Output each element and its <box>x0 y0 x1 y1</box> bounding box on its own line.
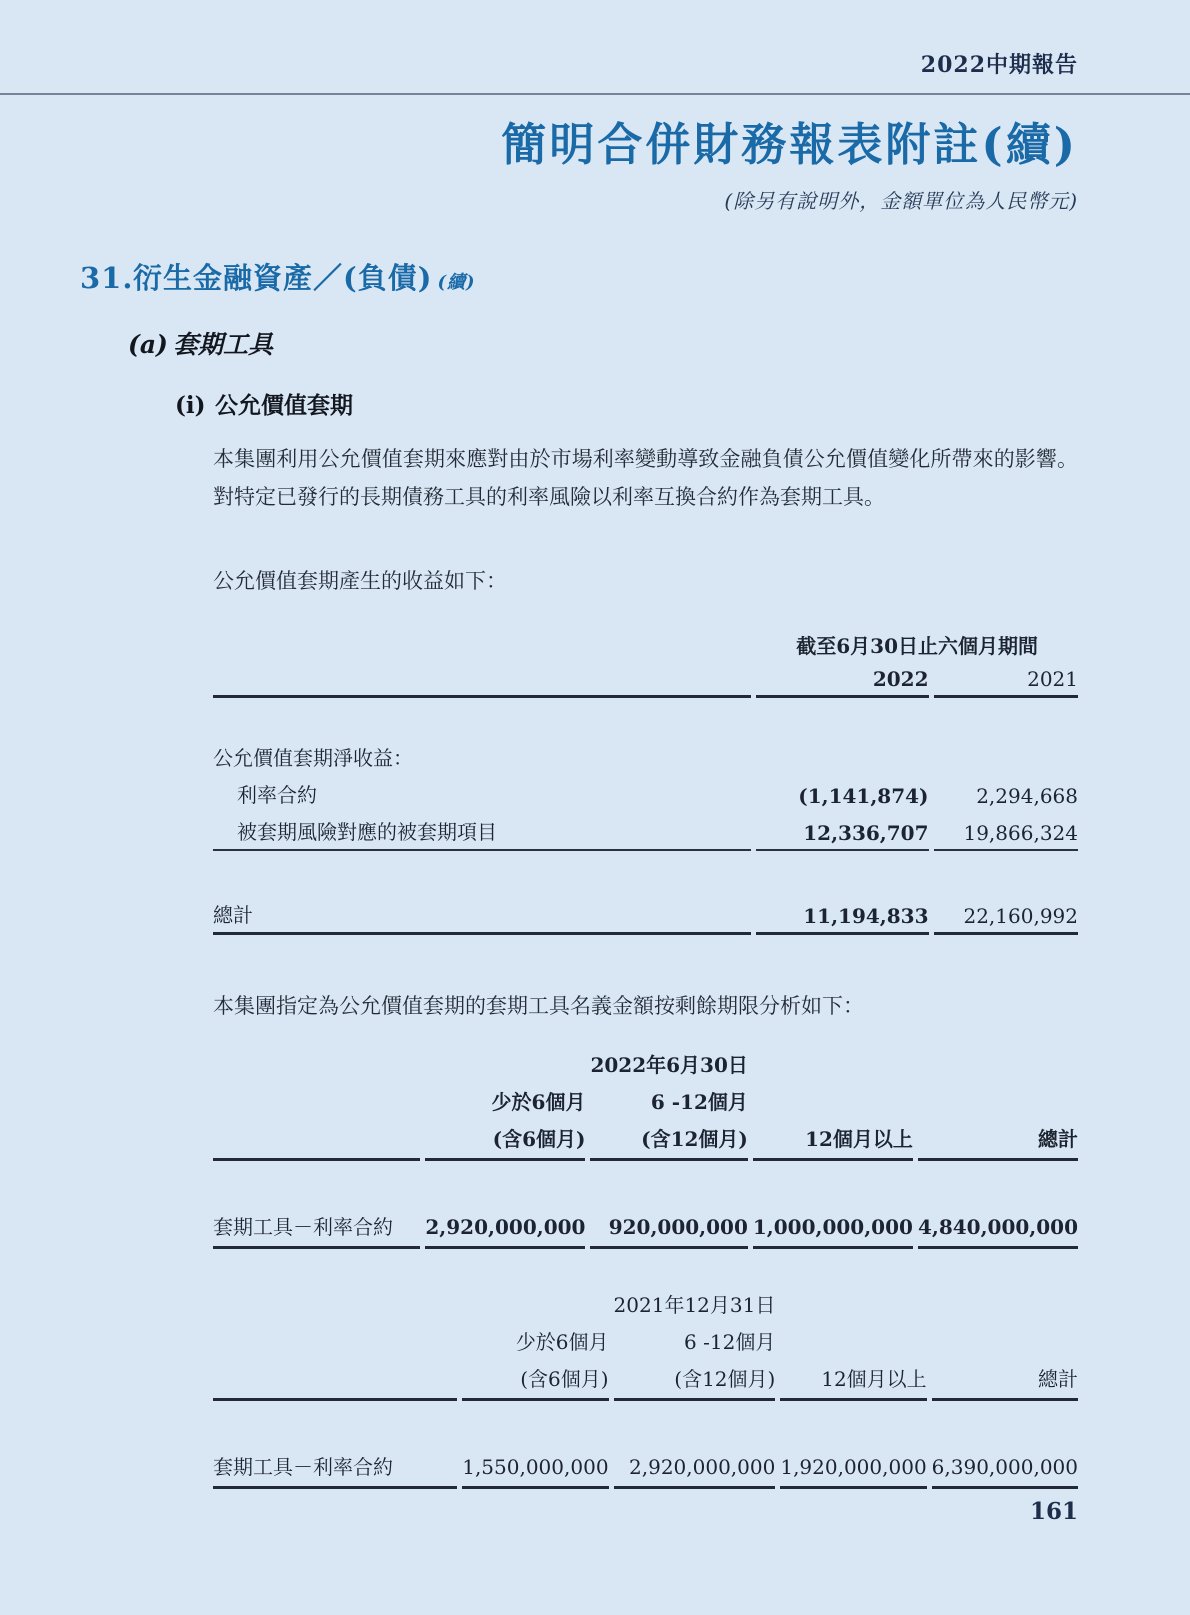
page-subtitle: (除另有說明外，金額單位為人民幣元) <box>724 188 1078 213</box>
value-6-12m: 920,000,000 <box>590 1209 747 1249</box>
col-total: 總計 <box>932 1361 1078 1401</box>
table-year-header-row <box>213 663 1078 698</box>
section-31-heading <box>80 256 1078 297</box>
column-header-2021: 2021 <box>934 663 1078 698</box>
date-header-row <box>213 1047 1078 1084</box>
date-header-row <box>213 1287 1078 1324</box>
col-6-12m-inclusive: (含12個月) <box>590 1121 747 1161</box>
row-label: 被套期風險對應的被套期項目 <box>213 812 751 851</box>
col-less-than-6m-inclusive: (含6個月) <box>462 1361 608 1401</box>
subsection-i-heading <box>175 387 1078 420</box>
gains-intro-paragraph: 公允價值套期產生的收益如下： <box>213 569 507 594</box>
table-row <box>213 775 1078 812</box>
hedge-description-paragraph: 本集團利用公允價值套期來應對由於市場利率變動導致金融負債公允價值變化所帶來的影響。對特定已發行的長期債務工具的利率風險以利率互換合約作為套期工具。 <box>213 446 1078 509</box>
col-less-than-6m: 少於6個月 <box>491 1089 586 1114</box>
column-header-row-1 <box>213 1084 1078 1121</box>
total-value-2021: 22,160,992 <box>934 895 1078 935</box>
row-label: 利率合約 <box>237 783 317 808</box>
column-header-row-1 <box>213 1324 1078 1361</box>
value-total: 4,840,000,000 <box>918 1209 1078 1249</box>
section-number: 31. <box>80 260 134 295</box>
table-row <box>213 812 1078 851</box>
report-header: 2022中期報告 <box>920 52 1078 78</box>
value-total: 6,390,000,000 <box>932 1449 1078 1489</box>
total-label: 總計 <box>213 895 751 935</box>
col-6-12m-inclusive: (含12個月) <box>614 1361 776 1401</box>
value-over-12m: 1,920,000,000 <box>780 1449 926 1489</box>
col-6-12m: 6 -12個月 <box>684 1329 776 1354</box>
notional-maturity-table-2022 <box>208 1047 1083 1249</box>
table-row <box>213 1209 1078 1249</box>
row-value-2022: (1,141,874) <box>798 784 929 809</box>
table-period-row <box>213 626 1078 663</box>
column-header-row-2 <box>213 1121 1078 1161</box>
header-divider <box>0 93 1190 95</box>
date-header: 2022年6月30日 <box>590 1052 748 1077</box>
section-title: 衍生金融資產／(負債) <box>133 260 433 295</box>
row-value-2021: 19,866,324 <box>934 812 1078 851</box>
subsection-a-label: (a) <box>128 329 168 359</box>
column-header-2022: 2022 <box>756 663 928 698</box>
subsection-a-title: 套期工具 <box>173 329 274 359</box>
col-over-12m: 12個月以上 <box>753 1121 913 1161</box>
value-less-than-6m: 2,920,000,000 <box>425 1209 585 1249</box>
value-over-12m: 1,000,000,000 <box>753 1209 913 1249</box>
row-value-2021: 2,294,668 <box>976 784 1078 809</box>
column-header-row-2 <box>213 1361 1078 1401</box>
subsection-i-title: 公允價值套期 <box>215 391 353 419</box>
row-label: 套期工具－利率合約 <box>213 1449 457 1489</box>
col-6-12m: 6 -12個月 <box>650 1089 748 1114</box>
subsection-i-label: (i) <box>175 391 206 419</box>
date-header: 2021年12月31日 <box>613 1292 776 1317</box>
notional-maturity-table-2021 <box>208 1287 1083 1489</box>
group-label-row <box>213 738 1078 775</box>
total-row <box>213 895 1078 935</box>
col-less-than-6m: 少於6個月 <box>515 1329 609 1354</box>
col-over-12m: 12個月以上 <box>780 1361 926 1401</box>
page-title: 簡明合併財務報表附註(續) <box>501 118 1078 171</box>
notional-intro-paragraph: 本集團指定為公允價值套期的套期工具名義金額按剩餘期限分析如下： <box>213 994 864 1019</box>
table-row <box>213 1449 1078 1489</box>
page-number: 161 <box>1029 1498 1078 1525</box>
value-less-than-6m: 1,550,000,000 <box>462 1449 608 1489</box>
value-6-12m: 2,920,000,000 <box>614 1449 776 1489</box>
total-value-2022: 11,194,833 <box>756 895 928 935</box>
period-header: 截至6月30日止六個月期間 <box>796 634 1038 659</box>
section-continued-marker: (續) <box>437 271 476 293</box>
subsection-a-heading <box>128 325 1078 361</box>
col-total: 總計 <box>918 1121 1078 1161</box>
group-label: 公允價值套期淨收益： <box>213 746 413 771</box>
row-value-2022: 12,336,707 <box>756 812 928 851</box>
fair-value-hedge-gains-table <box>208 626 1083 935</box>
content-area <box>0 256 1190 1489</box>
row-label: 套期工具－利率合約 <box>213 1209 420 1249</box>
col-less-than-6m-inclusive: (含6個月) <box>425 1121 585 1161</box>
